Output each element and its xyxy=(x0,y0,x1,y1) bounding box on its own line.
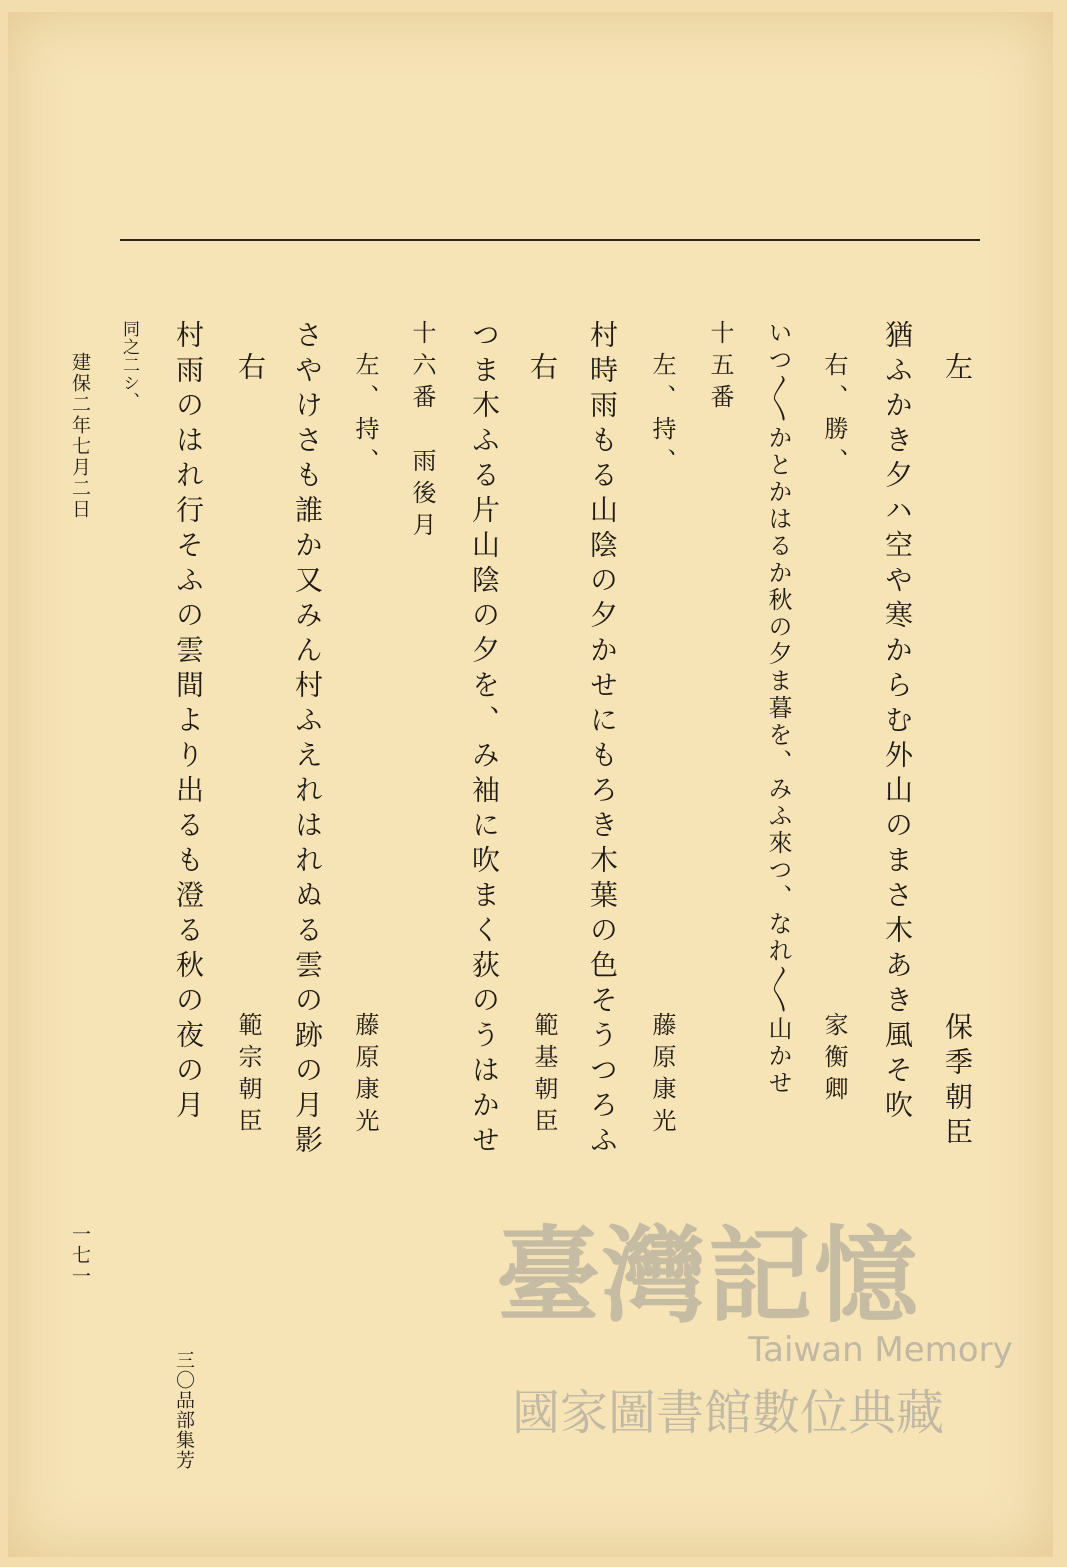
round-15: 十五番 xyxy=(706,320,734,416)
watermark-chinese: 臺灣記憶 xyxy=(496,1215,921,1337)
label-right-2: 右 xyxy=(526,352,559,387)
poem-3: 村時雨もる山陰の夕かせにもろき木葉の色そうつろふ xyxy=(586,320,619,1160)
watermark-english: Taiwan Memory xyxy=(748,1330,1013,1370)
same-note: 同之二シ、 xyxy=(119,320,139,410)
page-number: 一七一 xyxy=(69,1224,91,1287)
label-left-tie-2: 左、持、 xyxy=(351,352,379,480)
label-left: 左 xyxy=(941,352,974,387)
horizontal-rule xyxy=(120,239,980,241)
label-left-tie: 左、持、 xyxy=(648,352,676,480)
watermark-library: 國家圖書館數位典藏 xyxy=(512,1385,945,1441)
poem-2: いつ〳〵かとかはるか秋の夕ま暮を、みふ來つ、なれ〳〵山かせ xyxy=(764,320,792,1097)
date-line: 建保二年七月二日 xyxy=(69,352,91,520)
author-4: 範基朝臣 xyxy=(530,1012,558,1140)
poem-1: 猶ふかき夕ハ空や寒からむ外山のまさ木あき風そ吹 xyxy=(881,320,914,1125)
author-2: 家衡卿 xyxy=(820,1012,848,1108)
poem-5: さやけさも誰か又みん村ふえれはれぬる雲の跡の月影 xyxy=(291,320,324,1160)
author-1: 保季朝臣 xyxy=(941,1012,974,1152)
author-3: 藤原康光 xyxy=(648,1012,676,1140)
poem-6: 村雨のはれ行そふの雲間より出るも澄る秋の夜の月 xyxy=(172,320,205,1125)
round-16: 十六番 雨後月 xyxy=(408,320,436,544)
author-5: 藤原康光 xyxy=(351,1012,379,1140)
document-page xyxy=(8,12,1053,1557)
source-note: 三〇品部集芳 xyxy=(173,1350,195,1470)
poem-4: つま木ふる片山陰の夕を、み袖に吹まく荻のうはかせ xyxy=(468,320,501,1160)
label-right-win: 右、勝、 xyxy=(820,352,848,480)
label-right-3: 右 xyxy=(234,352,267,387)
author-6: 範宗朝臣 xyxy=(234,1012,262,1140)
